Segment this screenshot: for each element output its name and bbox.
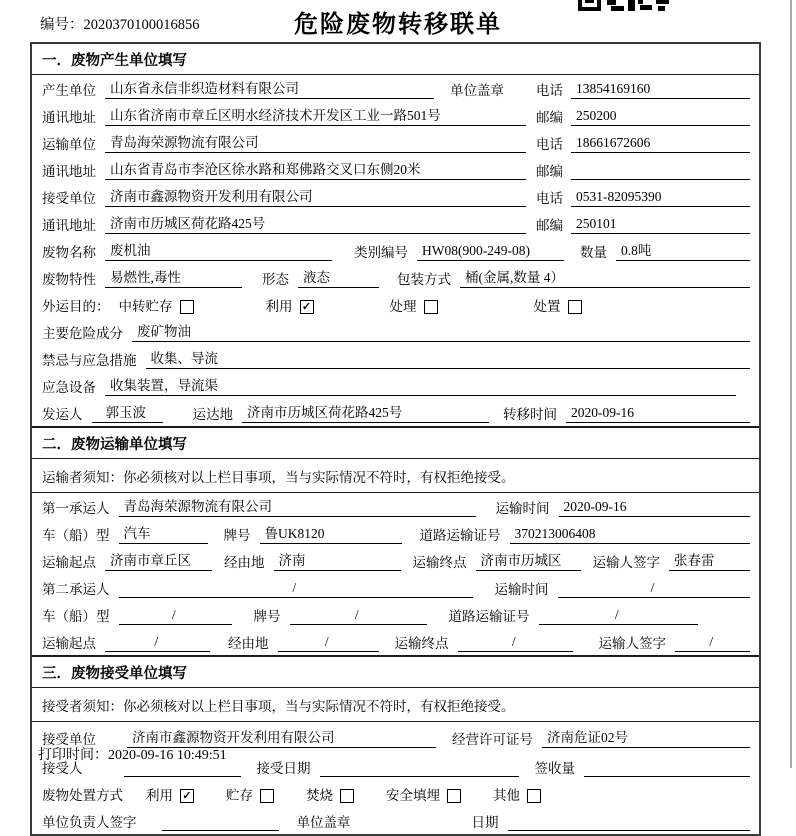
transport-zip-value bbox=[571, 162, 750, 180]
emergency-equipment-label: 应急设备 bbox=[42, 380, 96, 395]
row-transport-unit bbox=[32, 129, 759, 156]
producer-address-value: 山东省济南市章丘区明水经济技术开发区工业一路501号 bbox=[105, 108, 526, 126]
category-code-label: 类别编号 bbox=[354, 245, 408, 260]
terminus1-label: 运输终点 bbox=[412, 555, 467, 570]
scanned-page-edge-line bbox=[790, 0, 792, 768]
manager-signature-label: 单位负责人签字 bbox=[42, 815, 137, 830]
section-producer bbox=[32, 44, 759, 426]
checkbox-transit-storage bbox=[180, 300, 194, 314]
via1-label: 经由地 bbox=[224, 555, 265, 570]
carrier-sign2-value: / bbox=[675, 634, 750, 652]
disposal-other-label: 其他 bbox=[493, 788, 520, 803]
section3-title: 三．废物接受单位填写 bbox=[32, 657, 759, 688]
plate-number2-label: 牌号 bbox=[253, 609, 281, 624]
business-permit-label: 经营许可证号 bbox=[452, 732, 533, 747]
carrier-sign1-label: 运输人签字 bbox=[592, 555, 660, 570]
emergency-equipment-value: 收集装置，导流渠 bbox=[105, 378, 736, 396]
producer-zip-label: 邮编 bbox=[536, 110, 563, 125]
receiver-phone-value: 0531-82095390 bbox=[571, 189, 750, 207]
transport-time1-label: 运输时间 bbox=[495, 501, 550, 516]
row-emergency-equipment bbox=[32, 372, 759, 399]
purpose-transit-storage-label: 中转贮存 bbox=[118, 299, 173, 314]
row-vehicle2 bbox=[32, 601, 759, 628]
vehicle-type1-value: 汽车 bbox=[119, 526, 208, 544]
waste-character-label: 废物特性 bbox=[42, 272, 96, 287]
road-permit2-value: / bbox=[539, 607, 698, 625]
row-shipper bbox=[32, 399, 759, 426]
row-producer-address bbox=[32, 102, 759, 129]
receiver-unit-label: 接受单位 bbox=[42, 191, 96, 206]
receiver-unit-value: 济南市鑫源物资开发利用有限公司 bbox=[105, 189, 526, 207]
hazard-component-value: 废矿物油 bbox=[132, 324, 750, 342]
origin2-value: / bbox=[105, 634, 210, 652]
plate-number2-value: / bbox=[290, 607, 427, 625]
receiver-zip-label: 邮编 bbox=[536, 218, 563, 233]
accepting-unit-value: 济南市鑫源物资开发利用有限公司 bbox=[127, 730, 436, 748]
accepting-date-value bbox=[320, 759, 519, 777]
producer-phone-label: 电话 bbox=[536, 83, 563, 98]
disposal-option-incinerate bbox=[306, 788, 354, 804]
row-hazard-component bbox=[32, 318, 759, 345]
carrier-sign1-value: 张春雷 bbox=[669, 553, 750, 571]
receiver-address-value: 济南市历城区荷花路425号 bbox=[105, 216, 526, 234]
row-manager-signature bbox=[32, 807, 759, 834]
row-receiver-unit bbox=[32, 183, 759, 210]
shipper-value: 郭玉波 bbox=[92, 405, 163, 423]
road-permit2-label: 道路运输证号 bbox=[448, 609, 530, 624]
waste-character-value: 易燃性,毒性 bbox=[105, 270, 242, 288]
producer-unit-label: 产生单位 bbox=[42, 83, 96, 98]
received-amount-label: 签收量 bbox=[534, 761, 575, 776]
purpose-option-treat bbox=[390, 299, 438, 315]
section-transporter bbox=[32, 426, 759, 655]
transporter-notice: 运输者须知：你必须核对以上栏目事项，当与实际情况不符时，有权拒绝接受。 bbox=[32, 459, 759, 493]
row-transport-address bbox=[32, 156, 759, 183]
row-receiver-address bbox=[32, 210, 759, 237]
print-time bbox=[38, 744, 227, 764]
page-title: 危险废物转移联单 bbox=[294, 11, 502, 38]
second-carrier-value: / bbox=[119, 580, 473, 598]
transfer-purpose-label: 外运目的： bbox=[42, 299, 110, 314]
row-producer-unit bbox=[32, 75, 759, 102]
carrier-sign2-label: 运输人签字 bbox=[598, 636, 666, 651]
transport-zip-label: 邮编 bbox=[536, 164, 563, 179]
accepting-unit-label: 接受单位 bbox=[42, 732, 96, 747]
business-permit-value: 济南危证02号 bbox=[542, 730, 750, 748]
packing-method-label: 包装方式 bbox=[397, 272, 451, 287]
row-vehicle1 bbox=[32, 520, 759, 547]
shipper-label: 发运人 bbox=[42, 407, 83, 422]
checkbox-other bbox=[527, 789, 541, 803]
terminus2-label: 运输终点 bbox=[394, 636, 449, 651]
print-time-value: 2020-09-16 10:49:51 bbox=[108, 748, 227, 763]
final-date-label: 日期 bbox=[471, 815, 499, 830]
final-date-value bbox=[508, 813, 751, 831]
first-carrier-label: 第一承运人 bbox=[42, 501, 110, 516]
checkbox-incinerate bbox=[340, 789, 354, 803]
disposal-option-other bbox=[493, 788, 541, 804]
checkbox-utilize: ✓ bbox=[180, 789, 194, 803]
purpose-option-transit-storage bbox=[119, 299, 194, 315]
receiver-notice: 接受者须知：你必须核对以上栏目事项，当与实际情况不符时，有权拒绝接受。 bbox=[32, 688, 759, 722]
transport-address-label: 通讯地址 bbox=[42, 164, 96, 179]
emergency-measures-label: 禁忌与应急措施 bbox=[42, 353, 137, 368]
accepting-date-label: 接受日期 bbox=[256, 761, 311, 776]
producer-zip-value: 250200 bbox=[571, 108, 750, 126]
physical-form-label: 形态 bbox=[262, 272, 289, 287]
vehicle-type2-label: 车（船）型 bbox=[42, 609, 110, 624]
terminus2-value: / bbox=[458, 634, 573, 652]
via2-value: / bbox=[278, 634, 379, 652]
transfer-date-value: 2020-09-16 bbox=[566, 405, 750, 423]
transport-phone-label: 电话 bbox=[536, 137, 563, 152]
transfer-date-label: 转移时间 bbox=[503, 407, 557, 422]
disposal-store-label: 贮存 bbox=[226, 788, 253, 803]
hazard-component-label: 主要危险成分 bbox=[42, 326, 123, 341]
qr-code-fragment-icon bbox=[578, 0, 670, 12]
section2-title: 二．废物运输单位填写 bbox=[32, 428, 759, 459]
row-waste-character bbox=[32, 264, 759, 291]
purpose-option-dispose bbox=[534, 299, 582, 315]
accepting-person-label: 接受人 bbox=[42, 761, 83, 776]
terminus1-value: 济南市历城区 bbox=[476, 553, 581, 571]
document-number-label: 编号： bbox=[40, 17, 84, 33]
vehicle-type2-value: / bbox=[119, 607, 232, 625]
disposal-utilize-label: 利用 bbox=[146, 788, 173, 803]
plate-number1-label: 牌号 bbox=[223, 528, 251, 543]
receiver-seal-label: 单位盖章 bbox=[296, 815, 351, 830]
producer-phone-value: 13854169160 bbox=[571, 81, 750, 99]
row-waste-name bbox=[32, 237, 759, 264]
purpose-dispose-label: 处置 bbox=[533, 299, 561, 314]
purpose-treat-label: 处理 bbox=[389, 299, 417, 314]
first-carrier-value: 青岛海荣源物流有限公司 bbox=[119, 499, 476, 517]
quantity-label: 数量 bbox=[580, 245, 607, 260]
via2-label: 经由地 bbox=[228, 636, 269, 651]
origin1-label: 运输起点 bbox=[42, 555, 96, 570]
row-first-carrier bbox=[32, 493, 759, 520]
destination-value: 济南市历城区荷花路425号 bbox=[242, 405, 489, 423]
second-carrier-label: 第二承运人 bbox=[42, 582, 110, 597]
producer-address-label: 通讯地址 bbox=[42, 110, 96, 125]
manifest-form bbox=[30, 42, 761, 836]
page-header bbox=[0, 0, 796, 42]
disposal-option-utilize bbox=[146, 788, 194, 804]
transport-time1-value: 2020-09-16 bbox=[559, 499, 751, 517]
disposal-option-store bbox=[226, 788, 274, 804]
via1-value: 济南 bbox=[274, 553, 401, 571]
disposal-method-label: 废物处置方式 bbox=[42, 788, 123, 803]
origin1-value: 济南市章丘区 bbox=[105, 553, 212, 571]
origin2-label: 运输起点 bbox=[42, 636, 96, 651]
waste-name-value: 废机油 bbox=[105, 243, 332, 261]
checkbox-reuse: ✓ bbox=[300, 300, 314, 314]
transport-unit-label: 运输单位 bbox=[42, 137, 96, 152]
transport-time2-value: / bbox=[558, 580, 751, 598]
transport-time2-label: 运输时间 bbox=[494, 582, 549, 597]
waste-name-label: 废物名称 bbox=[42, 245, 96, 260]
row-route1 bbox=[32, 547, 759, 574]
road-permit1-label: 道路运输证号 bbox=[419, 528, 501, 543]
manager-signature-value bbox=[162, 813, 279, 831]
disposal-incinerate-label: 焚烧 bbox=[306, 788, 333, 803]
transport-address-value: 山东省青岛市李沧区徐水路和郑佛路交叉口东侧20米 bbox=[105, 162, 526, 180]
producer-unit-value: 山东省永信非织造材料有限公司 bbox=[105, 81, 434, 99]
packing-method-value: 桶(金属,数量 4） bbox=[460, 270, 750, 288]
row-emergency-measures bbox=[32, 345, 759, 372]
unit-seal-label: 单位盖章 bbox=[450, 83, 504, 98]
checkbox-landfill bbox=[447, 789, 461, 803]
checkbox-dispose bbox=[568, 300, 582, 314]
road-permit1-value: 370213006408 bbox=[510, 526, 751, 544]
row-route2 bbox=[32, 628, 759, 655]
print-time-label: 打印时间： bbox=[38, 748, 108, 763]
checkbox-store bbox=[260, 789, 274, 803]
receiver-phone-label: 电话 bbox=[536, 191, 563, 206]
plate-number1-value: 鲁UK8120 bbox=[260, 526, 402, 544]
disposal-landfill-label: 安全填埋 bbox=[386, 788, 440, 803]
purpose-option-reuse bbox=[266, 299, 314, 315]
row-disposal-method bbox=[32, 780, 759, 807]
document-number-value: 2020370100016856 bbox=[83, 17, 200, 33]
emergency-measures-value: 收集、导流 bbox=[146, 351, 751, 369]
received-amount-value bbox=[584, 759, 750, 777]
receiver-address-label: 通讯地址 bbox=[42, 218, 96, 233]
destination-label: 运达地 bbox=[192, 407, 233, 422]
row-transfer-purpose bbox=[32, 291, 759, 318]
checkbox-treat bbox=[424, 300, 438, 314]
section1-title: 一．废物产生单位填写 bbox=[32, 44, 759, 75]
physical-form-value: 液态 bbox=[298, 270, 379, 288]
transport-phone-value: 18661672606 bbox=[571, 135, 750, 153]
row-second-carrier bbox=[32, 574, 759, 601]
quantity-value: 0.8吨 bbox=[616, 243, 750, 261]
vehicle-type1-label: 车（船）型 bbox=[42, 528, 110, 543]
transport-unit-value: 青岛海荣源物流有限公司 bbox=[105, 135, 526, 153]
purpose-reuse-label: 利用 bbox=[265, 299, 293, 314]
receiver-zip-value: 250101 bbox=[571, 216, 750, 234]
disposal-option-landfill bbox=[386, 788, 461, 804]
category-code-value: HW08(900-249-08) bbox=[417, 243, 564, 261]
